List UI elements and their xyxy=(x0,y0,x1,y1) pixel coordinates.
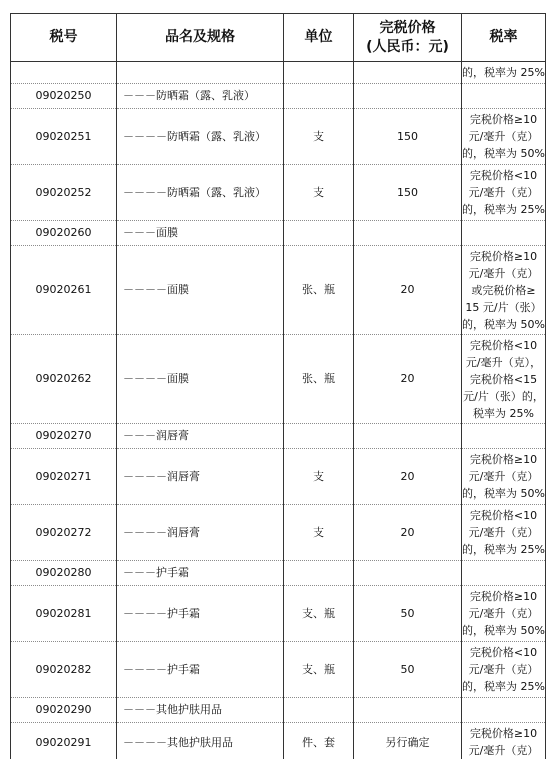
rate-line: 或完税价格≥ xyxy=(471,283,536,297)
rate-line: 元/毫升（克） xyxy=(468,663,539,676)
cell-name: －－－润唇膏 xyxy=(117,424,284,449)
cell-price xyxy=(354,221,462,246)
cell-unit: 张、瓶 xyxy=(284,246,354,335)
cell-unit: 支、瓶 xyxy=(284,586,354,642)
cell-code: 09020271 xyxy=(11,449,117,505)
cell-code: 09020250 xyxy=(11,84,117,109)
cell-code: 09020281 xyxy=(11,586,117,642)
table-row xyxy=(11,723,546,759)
cell-price: 20 xyxy=(354,505,462,561)
cell-rate xyxy=(462,335,546,424)
cell-rate xyxy=(462,698,546,723)
rate-line: 的，税率为 50% xyxy=(462,317,545,331)
cell-unit xyxy=(284,62,354,84)
header-name: 品名及规格 xyxy=(117,14,284,62)
rate-line: 完税价格<15 xyxy=(469,372,538,386)
table-row xyxy=(11,449,546,505)
cell-name: －－－－防晒霜（露、乳液） xyxy=(117,109,284,165)
cell-code: 09020260 xyxy=(11,221,117,246)
cell-price: 50 xyxy=(354,586,462,642)
cell-price: 另行确定 xyxy=(354,723,462,759)
table-body xyxy=(11,62,546,759)
cell-rate: 的，税率为 25% xyxy=(462,62,546,84)
rate-line: 完税价格≥10 xyxy=(469,453,538,466)
cell-rate xyxy=(462,505,546,561)
cell-rate xyxy=(462,165,546,221)
cell-name: －－－－防晒霜（露、乳液） xyxy=(117,165,284,221)
rate-line: 完税价格≥10 xyxy=(469,590,538,603)
cell-rate xyxy=(462,642,546,698)
rate-line: 元/毫升（克） xyxy=(468,526,539,539)
cell-rate xyxy=(462,586,546,642)
cell-name: －－－面膜 xyxy=(117,221,284,246)
cell-code: 09020291 xyxy=(11,723,117,759)
table-row xyxy=(11,246,546,335)
rate-line: 的，税率为 50% xyxy=(462,147,545,160)
tariff-table xyxy=(10,13,546,759)
table-header xyxy=(11,14,546,62)
rate-line: 元/毫升（克） xyxy=(468,607,539,620)
cell-code: 09020262 xyxy=(11,335,117,424)
header-unit: 单位 xyxy=(284,14,354,62)
cell-rate xyxy=(462,246,546,335)
rate-line: 的，税率为 50% xyxy=(462,624,545,637)
cell-price xyxy=(354,84,462,109)
cell-rate xyxy=(462,561,546,586)
cell-unit: 支 xyxy=(284,505,354,561)
rate-line: 元/片（张）的， xyxy=(463,389,544,403)
rate-line: 元/毫升（克） xyxy=(468,470,539,483)
cell-name: －－－－面膜 xyxy=(117,335,284,424)
cell-price: 20 xyxy=(354,449,462,505)
rate-line: 完税价格<10 xyxy=(469,646,538,659)
cell-rate xyxy=(462,221,546,246)
table-row xyxy=(11,586,546,642)
cell-name: －－－护手霜 xyxy=(117,561,284,586)
cell-name: －－－－润唇膏 xyxy=(117,449,284,505)
cell-unit: 张、瓶 xyxy=(284,335,354,424)
cell-name: －－－－润唇膏 xyxy=(117,505,284,561)
cell-unit: 支、瓶 xyxy=(284,642,354,698)
rate-line: 元/毫升（克） xyxy=(468,186,539,199)
cell-unit xyxy=(284,84,354,109)
cell-name: －－－－护手霜 xyxy=(117,642,284,698)
rate-line: 的，税率为 25% xyxy=(462,203,545,216)
cell-code: 09020270 xyxy=(11,424,117,449)
cell-price: 150 xyxy=(354,165,462,221)
cell-unit xyxy=(284,698,354,723)
rate-line: 的，税率为 50% xyxy=(462,487,545,500)
rate-line: 元/毫升（克） xyxy=(468,744,539,757)
cell-name: －－－－护手霜 xyxy=(117,586,284,642)
header-price xyxy=(354,14,462,62)
cell-code: 09020251 xyxy=(11,109,117,165)
cell-unit xyxy=(284,424,354,449)
rate-line: 完税价格≥10 xyxy=(469,249,538,263)
cell-unit: 件、套 xyxy=(284,723,354,759)
cell-name: －－－其他护肤用品 xyxy=(117,698,284,723)
cell-unit: 支 xyxy=(284,449,354,505)
cell-code xyxy=(11,62,117,84)
cell-rate xyxy=(462,449,546,505)
cell-unit: 支 xyxy=(284,109,354,165)
rate-line: 元/毫升（克） xyxy=(468,266,539,280)
cell-code: 09020252 xyxy=(11,165,117,221)
rate-line: 完税价格≥10 xyxy=(469,113,538,126)
continued-row xyxy=(11,62,546,84)
cell-price xyxy=(354,561,462,586)
cell-price: 20 xyxy=(354,335,462,424)
cell-unit: 支 xyxy=(284,165,354,221)
header-rate: 税率 xyxy=(462,14,546,62)
table-row xyxy=(11,109,546,165)
cell-unit xyxy=(284,221,354,246)
cell-price: 50 xyxy=(354,642,462,698)
rate-line: 15 元/片（张） xyxy=(465,300,542,314)
header-price-line1: 完税价格 xyxy=(379,19,436,36)
table-row xyxy=(11,335,546,424)
header-code: 税号 xyxy=(11,14,117,62)
cell-rate xyxy=(462,84,546,109)
table-row xyxy=(11,165,546,221)
cell-rate xyxy=(462,723,546,759)
cell-price xyxy=(354,424,462,449)
cell-code: 09020261 xyxy=(11,246,117,335)
table-row xyxy=(11,424,546,449)
cell-rate xyxy=(462,109,546,165)
rate-line: 元/毫升（克） xyxy=(468,130,539,143)
table-row xyxy=(11,221,546,246)
rate-line: 完税价格<10 xyxy=(469,509,538,522)
cell-price: 20 xyxy=(354,246,462,335)
cell-code: 09020282 xyxy=(11,642,117,698)
cell-rate xyxy=(462,424,546,449)
rate-line: 完税价格<10 xyxy=(469,338,538,352)
cell-price: 150 xyxy=(354,109,462,165)
cell-price xyxy=(354,62,462,84)
header-row xyxy=(11,14,546,62)
cell-code: 09020272 xyxy=(11,505,117,561)
rate-line: 完税价格<10 xyxy=(469,169,538,182)
cell-code: 09020280 xyxy=(11,561,117,586)
table-row xyxy=(11,505,546,561)
table-row xyxy=(11,642,546,698)
table-row xyxy=(11,698,546,723)
rate-line: 的，税率为 25% xyxy=(462,543,545,556)
cell-name: －－－－其他护肤用品 xyxy=(117,723,284,759)
cell-price xyxy=(354,698,462,723)
cell-unit xyxy=(284,561,354,586)
cell-code: 09020290 xyxy=(11,698,117,723)
rate-line: 元/毫升（克）， xyxy=(465,355,542,369)
cell-name: －－－防晒霜（露、乳液） xyxy=(117,84,284,109)
rate-line: 税率为 25% xyxy=(473,406,534,420)
cell-name: －－－－面膜 xyxy=(117,246,284,335)
table-row xyxy=(11,84,546,109)
rate-line: 的，税率为 25% xyxy=(462,680,545,693)
header-price-line2: (人民币：元) xyxy=(366,38,449,55)
rate-line: 完税价格≥10 xyxy=(469,727,538,740)
cell-name xyxy=(117,62,284,84)
table-row xyxy=(11,561,546,586)
